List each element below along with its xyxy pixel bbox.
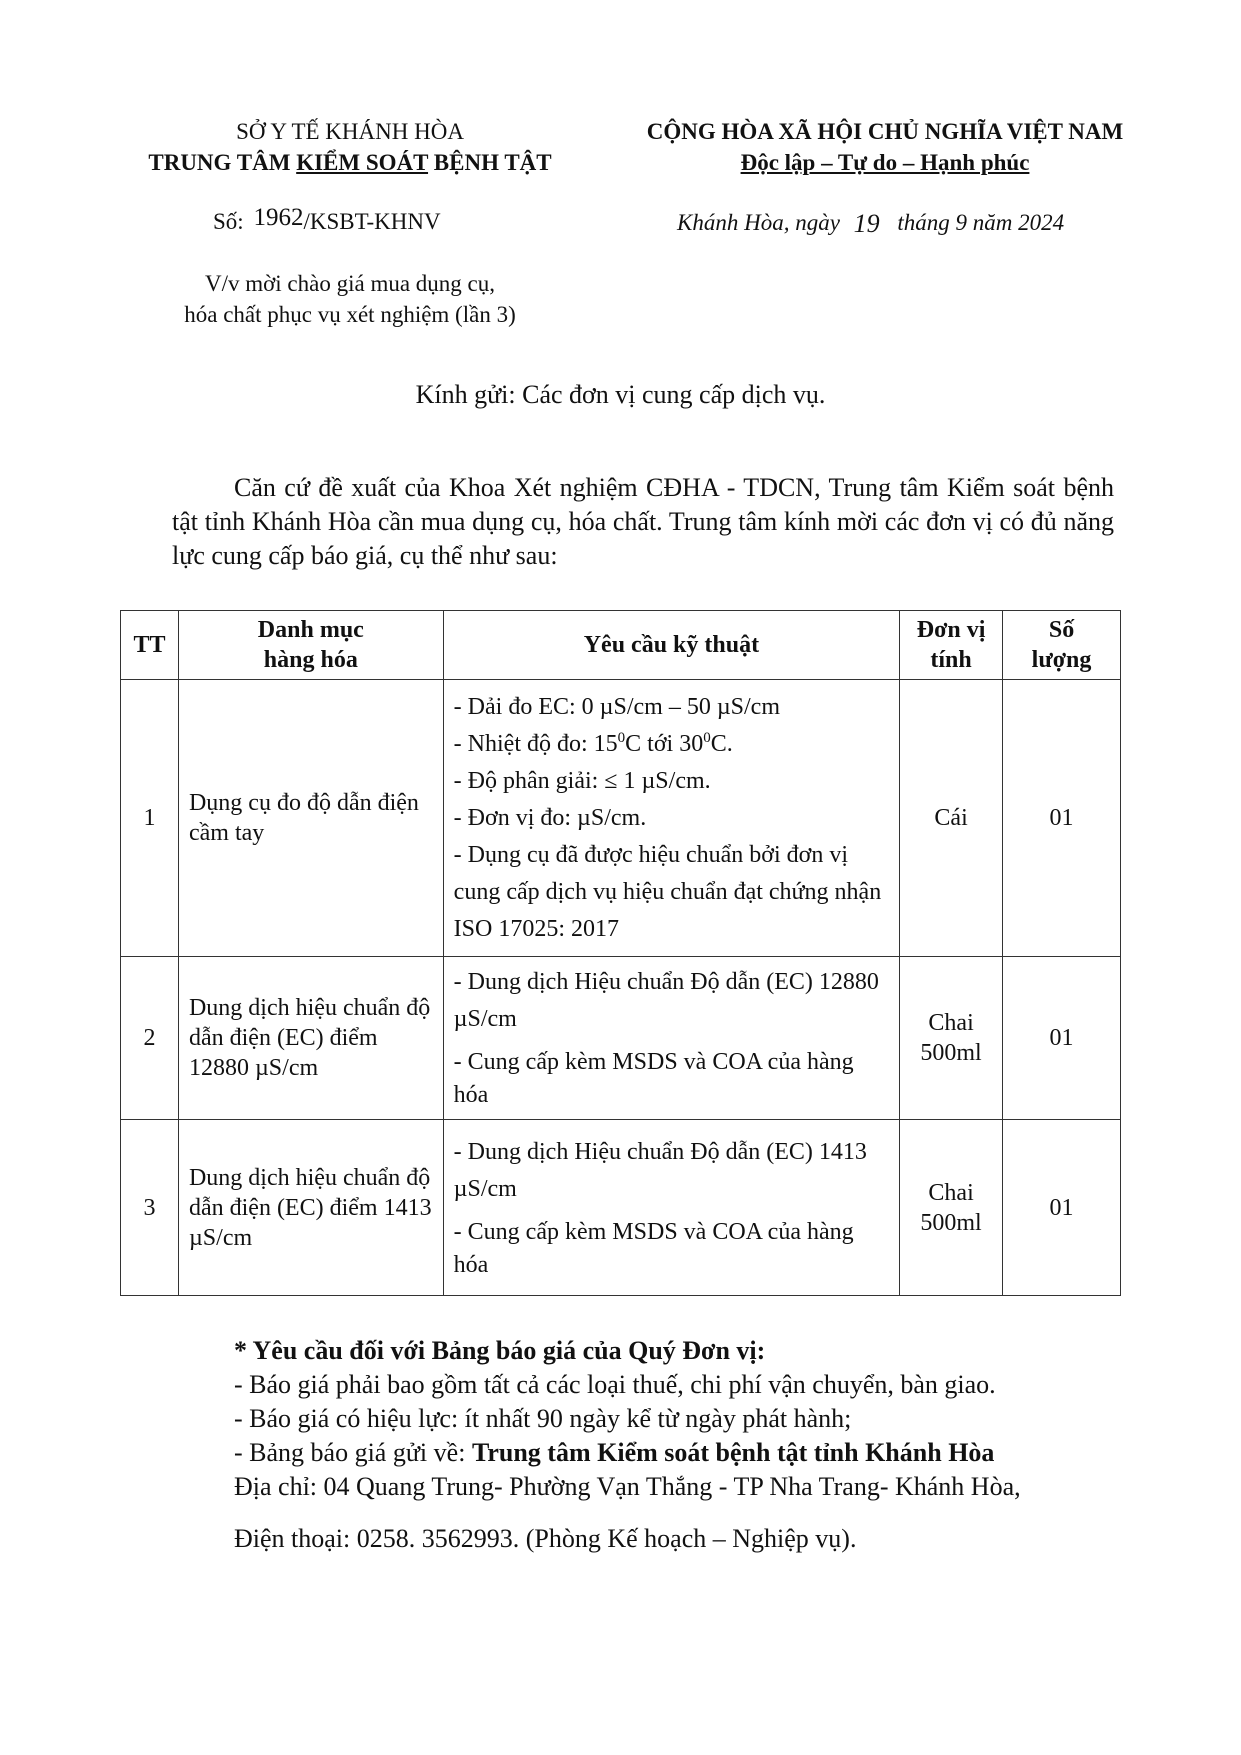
header-qty [1003,611,1121,680]
table-header-row [121,611,1121,680]
document-number-suffix: /KSBT-KHNV [303,209,441,234]
row-2-spec-line-2: - Cung cấp kèm MSDS và COA của hàng hóa [453,1049,854,1108]
issue-date [677,206,1064,238]
requirements-section [172,1334,1114,1556]
requirements-title: * Yêu cầu đối với Bảng báo giá của Quý Đơn vị: [234,1336,766,1365]
row-3-unit-line-1: Chai [928,1179,974,1206]
row-1-spec-resolution: - Độ phân giải: ≤ 1 µS/cm. [453,767,711,794]
table-row [121,957,1121,1120]
row-2-unit-line-2: 500ml [920,1040,982,1066]
header-unit-line-2: tính [930,647,972,673]
recipient-line: Kính gửi: Các đơn vị cung cấp dịch vụ. [415,380,826,409]
issue-date-day: 19 [853,209,880,238]
intro-paragraph: Căn cứ đề xuất của Khoa Xét nghiệm CĐHA - TDCN, Trung tâm Kiểm soát bệnh tật tỉnh Khánh Hòa cần mua dụng cụ, hóa chất. Trung tâm kính mời các đơn vị có đủ năng lực cung cấp báo giá, cụ thể như sau: [172,473,1114,570]
country-name: CỘNG HÒA XÃ HỘI CHỦ NGHĨA VIỆT NAM [646,119,1124,144]
document-number-label: Số: [213,209,244,234]
row-1-spec-unit: - Đơn vị đo: µS/cm. [453,804,647,831]
header-item-line-2: hàng hóa [263,647,358,673]
row-1-item: Dụng cụ đo độ dẫn điện cầm tay [178,680,443,957]
header-tt: TT [121,611,179,680]
document-number-value: 1962 [253,204,304,231]
table-row [121,1120,1121,1296]
row-2-item: Dung dịch hiệu chuẩn độ dẫn điện (EC) điểm 12880 µS/cm [178,957,443,1120]
requirement-destination-org: Trung tâm Kiểm soát bệnh tật tỉnh Khánh Hòa [471,1438,995,1467]
issue-date-prefix: Khánh Hòa, ngày [677,210,840,235]
row-3-item: Dung dịch hiệu chuẩn độ dẫn điện (EC) điểm 1413 µS/cm [178,1120,443,1296]
subject-line-2: hóa chất phục vụ xét nghiệm (lần 3) [184,302,516,327]
row-3-unit [900,1120,1003,1296]
row-1-qty: 01 [1003,680,1121,957]
header-qty-line-1: Số [1048,617,1075,643]
requirement-validity: - Báo giá có hiệu lực: ít nhất 90 ngày kể từ ngày phát hành; [234,1404,852,1433]
row-3-unit-line-2: 500ml [920,1209,982,1236]
agency-name-prefix: TRUNG TÂM [148,150,297,175]
header-qty-line-2: lượng [1031,647,1092,673]
header-unit [900,611,1003,680]
subject-line-1: V/v mời chào giá mua dụng cụ, [204,271,495,296]
national-motto [610,147,1160,178]
row-1-tt: 1 [121,680,179,957]
row-1-spec-temp [454,726,889,763]
row-1-temp-mid: C tới 30 [625,730,704,757]
row-3-spec [443,1120,899,1296]
table-row [121,680,1121,957]
row-1-temp-sup-1: 0 [617,729,626,746]
agency-parent: SỞ Y TẾ KHÁNH HÒA [236,119,464,144]
row-2-unit [900,957,1003,1120]
row-2-tt: 2 [121,957,179,1120]
row-3-spec-line-1: - Dung dịch Hiệu chuẩn Độ dẫn (EC) 1413 µS/cm [453,1138,867,1202]
row-2-unit-line-1: Chai [928,1010,974,1036]
requirement-taxes: - Báo giá phải bao gồm tất cả các loại thuế, chi phí vận chuyển, bàn giao. [234,1370,996,1399]
agency-name-underlined: KIỂM SOÁT [296,150,429,175]
national-motto-text: Độc lập – Tự do – Hạnh phúc [740,150,1030,175]
requirement-destination [172,1436,1114,1470]
row-1-temp-end: C. [710,730,733,757]
row-1-spec-range: - Dải đo EC: 0 µS/cm – 50 µS/cm [453,693,780,720]
items-table [120,610,1121,1296]
issuing-agency-block [100,116,600,178]
document-number [213,206,441,237]
row-3-tt: 3 [121,1120,179,1296]
agency-name-suffix: BỆNH TẬT [428,150,552,175]
header-unit-line-1: Đơn vị [916,617,986,643]
row-1-spec [443,680,899,957]
header-spec: Yêu cầu kỹ thuật [443,611,899,680]
header-item [178,611,443,680]
row-3-qty: 01 [1003,1120,1121,1296]
row-1-unit: Cái [900,680,1003,957]
national-header [610,116,1160,178]
requirement-phone: Điện thoại: 0258. 3562993. (Phòng Kế hoạch – Nghiệp vụ). [234,1524,857,1553]
row-1-temp-sup-2: 0 [703,729,711,746]
row-2-spec [443,957,899,1120]
agency-name [100,147,600,178]
requirement-address: Địa chỉ: 04 Quang Trung- Phường Vạn Thắng - TP Nha Trang- Khánh Hòa, [234,1472,1021,1501]
subject-block [100,268,600,330]
issue-date-suffix: tháng 9 năm 2024 [897,210,1065,235]
row-2-qty: 01 [1003,957,1121,1120]
row-2-spec-line-1: - Dung dịch Hiệu chuẩn Độ dẫn (EC) 12880 µS/cm [453,969,879,1032]
row-3-spec-line-2: - Cung cấp kèm MSDS và COA của hàng hóa [453,1218,854,1278]
header-item-line-1: Danh mục [257,617,364,643]
requirement-destination-prefix: - Bảng báo giá gửi về: [234,1438,472,1467]
row-1-spec-calibration: - Dụng cụ đã được hiệu chuẩn bởi đơn vị cung cấp dịch vụ hiệu chuẩn đạt chứng nhận ISO 17025: 2017 [453,841,882,942]
row-1-temp-prefix: - Nhiệt độ đo: 15 [453,730,618,757]
